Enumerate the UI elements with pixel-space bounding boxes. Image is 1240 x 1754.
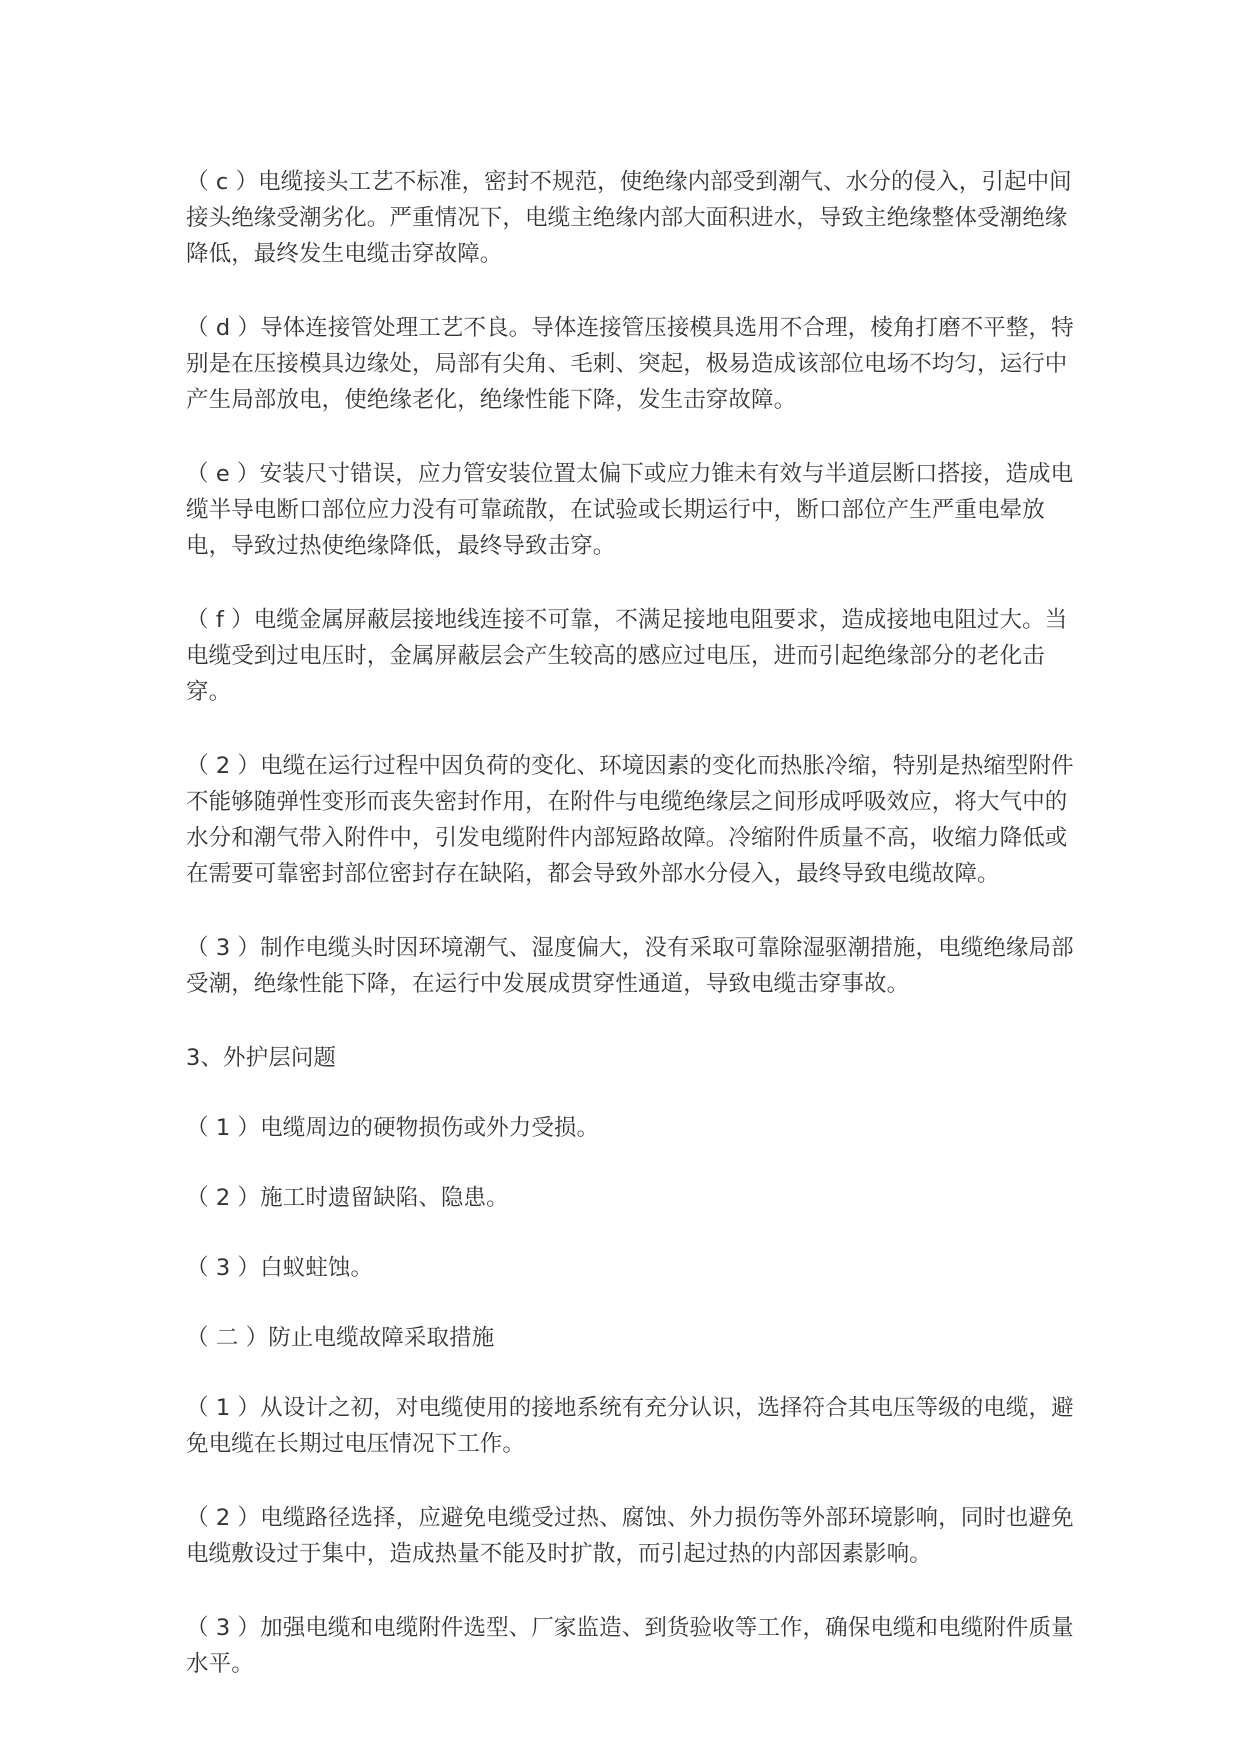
paragraph-prevention-3-quality: （ 3 ）加强电缆和电缆附件选型、厂家监造、到货验收等工作，确保电缆和电缆附件质量水平。 [186,1615,1074,1677]
list-item-hard-object-damage: （ 1 ）电缆周边的硬物损伤或外力受损。 [186,1115,600,1141]
paragraph-2-thermal-expansion: （ 2 ）电缆在运行过程中因负荷的变化、环境因素的变化而热胀冷缩，特别是热缩型附件不能够随弹性变形而丧失密封作用，在附件与电缆绝缘层之间形成呼吸效应，将大气中的水分和潮气带入附件中，引发电缆附件内部短路故障。冷缩附件质量不高，收缩力降低或在需要可靠密封部位密封存在缺陷，都会导致外部水分侵入，最终导致电缆故障。 [186,753,1074,887]
list-item-termites: （ 3 ）白蚁蛀蚀。 [186,1255,374,1281]
paragraph-c-joint-process: （ c ）电缆接头工艺不标准，密封不规范，使绝缘内部受到潮气、水分的侵入，引起中间接头绝缘受潮劣化。严重情况下，电缆主绝缘内部大面积进水，导致主绝缘整体受潮绝缘降低，最终发生电缆击穿故障。 [186,169,1072,267]
section-heading-outer-sheath: 3、外护层问题 [186,1045,337,1071]
document-body [186,164,1086,1720]
paragraph-f-shield-grounding: （ f ）电缆金属屏蔽层接地线连接不可靠，不满足接地电阻要求，造成接地电阻过大。当电缆受到过电压时，金属屏蔽层会产生较高的感应过电压，进而引起绝缘部分的老化击穿。 [186,607,1068,705]
section-heading-prevention: （ 二 ）防止电缆故障采取措施 [186,1325,495,1351]
paragraph-e-installation-size: （ e ）安装尺寸错误，应力管安装位置太偏下或应力锥未有效与半道层断口搭接，造成电缆半导电断口部位应力没有可靠疏散，在试验或长期运行中，断口部位产生严重电晕放电，导致过热使绝缘降低，最终导致击穿。 [186,461,1074,559]
paragraph-prevention-2-routing: （ 2 ）电缆路径选择，应避免电缆受过热、腐蚀、外力损伤等外部环境影响，同时也避免电缆敷设过于集中，造成热量不能及时扩散，而引起过热的内部因素影响。 [186,1505,1074,1567]
paragraph-prevention-1-design: （ 1 ）从设计之初，对电缆使用的接地系统有充分认识，选择符合其电压等级的电缆，避免电缆在长期过电压情况下工作。 [186,1395,1074,1457]
list-item-construction-defects: （ 2 ）施工时遗留缺陷、隐患。 [186,1185,509,1211]
paragraph-3-humidity: （ 3 ）制作电缆头时因环境潮气、湿度偏大，没有采取可靠除湿驱潮措施，电缆绝缘局部受潮，绝缘性能下降，在运行中发展成贯穿性通道，导致电缆击穿事故。 [186,935,1074,997]
paragraph-d-connector-process: （ d ）导体连接管处理工艺不良。导体连接管压接模具选用不合理，棱角打磨不平整，特别是在压接模具边缘处，局部有尖角、毛刺、突起，极易造成该部位电场不均匀，运行中产生局部放电，使绝缘老化，绝缘性能下降，发生击穿故障。 [186,315,1074,413]
